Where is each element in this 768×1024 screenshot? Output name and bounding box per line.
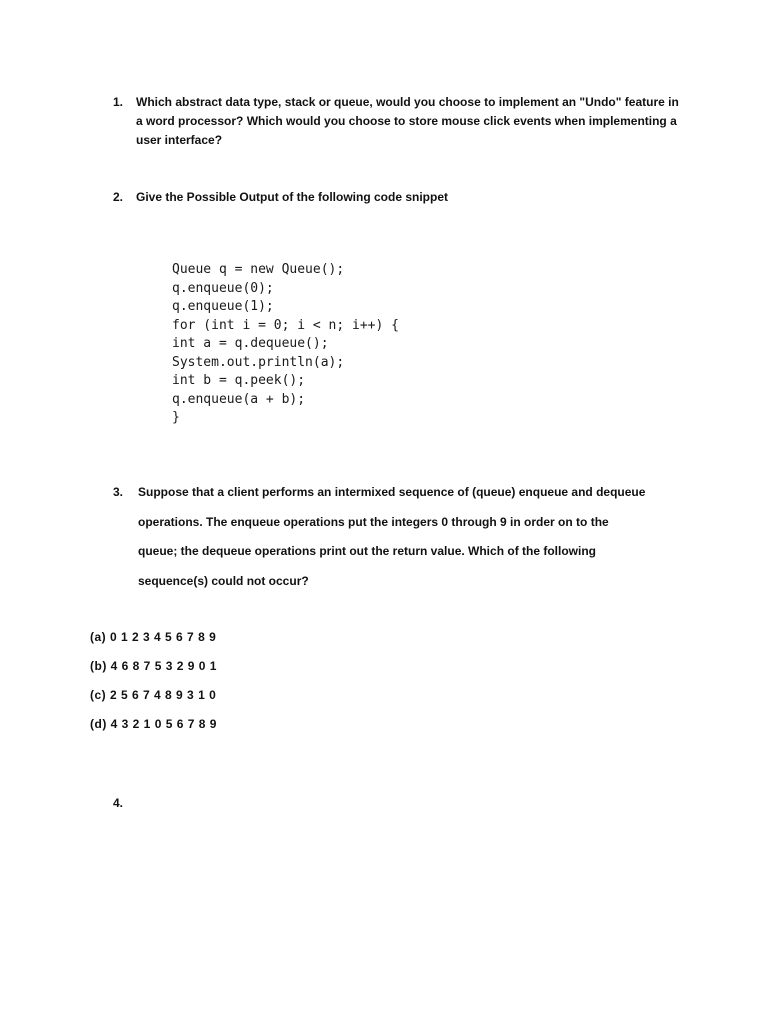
question-text xyxy=(136,188,448,207)
code-line: int b = q.peek(); xyxy=(172,373,306,388)
question-text-line: a word processor? Which would you choose to store mouse click events when implementing a xyxy=(136,114,677,128)
answer-option-d: (d) 4 3 2 1 0 5 6 7 8 9 xyxy=(90,717,217,731)
question-text-line: Suppose that a client performs an intermixed sequence of (queue) enqueue and dequeue xyxy=(138,485,646,499)
answer-option-b: (b) 4 6 8 7 5 3 2 9 0 1 xyxy=(90,659,217,673)
code-line: q.enqueue(0); xyxy=(172,280,274,296)
question-text-line: Which abstract data type, stack or queue, would you choose to implement an "Undo" feature in xyxy=(136,95,679,109)
answer-option-c: (c) 2 5 6 7 4 8 9 3 1 0 xyxy=(90,688,217,702)
question-text-line: operations. The enqueue operations put the integers 0 through 9 in order on to the xyxy=(138,514,609,529)
code-line: for (int i = 0; i < n; i++) { xyxy=(172,317,399,333)
question-text xyxy=(138,483,645,596)
question-text-line: Give the Possible Output of the following code snippet xyxy=(136,190,449,204)
code-line: int a = q.dequeue(); xyxy=(172,336,329,351)
code-line: q.enqueue(a + b); xyxy=(172,391,306,407)
question-number: 4. xyxy=(113,796,124,810)
code-line: Queue q = new Queue(); xyxy=(172,262,345,277)
question-number: 3. xyxy=(113,485,124,499)
question-text-line: sequence(s) could not occur? xyxy=(138,573,309,588)
code-line: q.enqueue(1); xyxy=(172,299,274,314)
question-text xyxy=(136,93,679,150)
question-number: 2. xyxy=(113,190,124,204)
code-line: System.out.println(a); xyxy=(172,354,345,370)
question-text-line: queue; the dequeue operations print out the return value. Which of the following xyxy=(138,544,597,558)
code-line: } xyxy=(172,410,180,425)
answer-option-a: (a) 0 1 2 3 4 5 6 7 8 9 xyxy=(90,630,217,644)
question-number: 1. xyxy=(113,95,124,109)
question-text-line: user interface? xyxy=(136,133,223,147)
code-snippet xyxy=(172,261,399,428)
